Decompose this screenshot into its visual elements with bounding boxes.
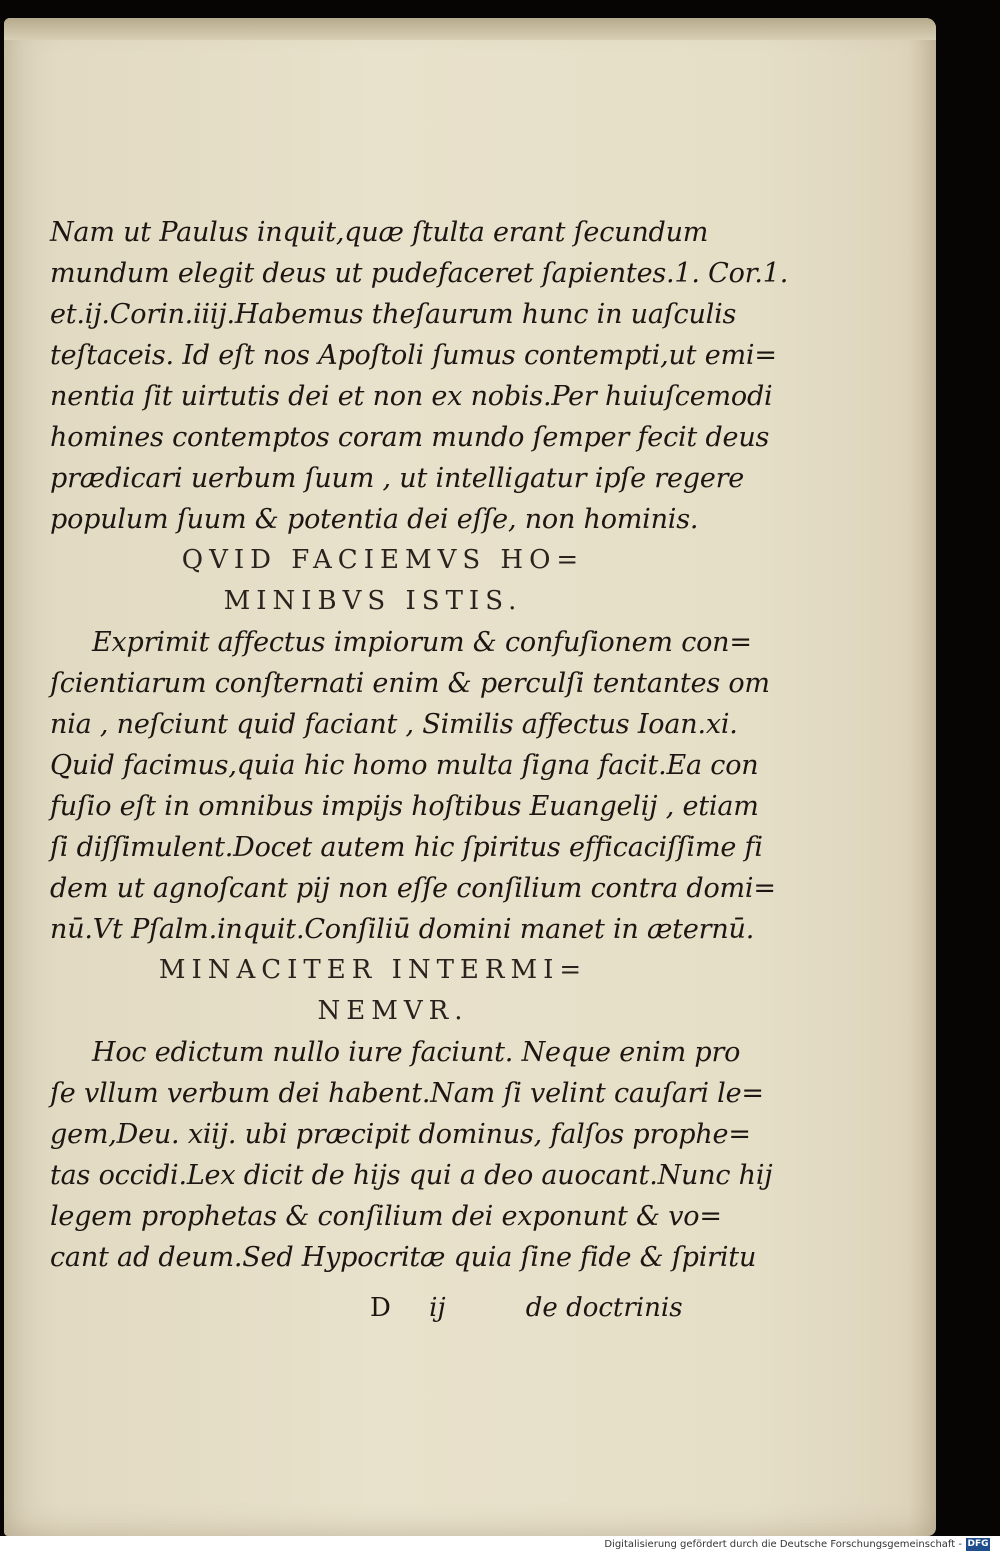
text-line: tas occidi.Lex dicit de hijs qui a deo auocant.Nunc hij — [50, 1160, 773, 1191]
text-line: legem prophetas & conſilium dei exponunt & vo= — [50, 1201, 722, 1232]
funding-credit: Digitalisierung gefördert durch die Deutsche Forschungsgemeinschaft - — [604, 1539, 962, 1550]
text-line: mundum elegit deus ut pudefaceret ſapientes.1. Cor.1. — [50, 258, 789, 289]
dfg-logo: DFG — [967, 1539, 989, 1549]
text-line: gem,Deu. xiij. ubi præcipit dominus, falſos prophe= — [50, 1119, 751, 1150]
text-line: populum ſuum & potentia dei eſſe, non hominis. — [50, 504, 699, 535]
text-line: homines contemptos coram mundo ſemper fecit deus — [50, 422, 770, 453]
page-text — [50, 212, 789, 1278]
text-line: ſe vllum verbum dei habent.Nam ſi velint cauſari le= — [50, 1078, 764, 1109]
page-signature-line — [370, 1288, 690, 1328]
text-line: prædicari uerbum ſuum , ut intelligatur ipſe regere — [50, 463, 745, 494]
section-heading: MINIBVS ISTIS. — [223, 586, 523, 616]
text-line: nū.Vt Pſalm.inquit.Conſiliū domini manet in æternū. — [50, 914, 755, 945]
text-line: Hoc edictum nullo iure faciunt. Neque enim pro — [92, 1037, 741, 1068]
text-line: Exprimit affectus impiorum & confuſionem con= — [92, 627, 752, 658]
section-heading: QVID FACIEMVS HO= — [181, 545, 585, 575]
page-top-edge — [4, 18, 936, 40]
text-line: nia , neſciunt quid faciant , Similis affectus Ioan.xi. — [50, 709, 738, 740]
signature-number: ij — [429, 1293, 446, 1323]
catchword: de doctrinis — [525, 1293, 683, 1323]
text-line: et.ij.Corin.iiij.Habemus theſaurum hunc in uaſculis — [50, 299, 737, 330]
text-line: ſcientiarum conſternati enim & perculſi tentantes om — [50, 668, 770, 699]
section-heading: NEMVR. — [317, 996, 469, 1026]
text-line: Quid facimus,quia hic homo multa ſigna facit.Ea con — [50, 750, 759, 781]
text-line: cant ad deum.Sed Hypocritæ quia ſine fide & ſpiritu — [50, 1242, 757, 1273]
text-line: ſi diſſimulent.Docet autem hic ſpiritus efficaciſſime fi — [50, 832, 763, 863]
text-line: teſtaceis. Id eſt nos Apoſtoli ſumus contempti,ut emi= — [50, 340, 777, 371]
text-line: fuſio eſt in omnibus impijs hoſtibus Euangelij , etiam — [50, 791, 759, 822]
text-line: Nam ut Paulus inquit,quæ ſtulta erant ſecundum — [50, 217, 709, 248]
text-line: nentia ſit uirtutis dei et non ex nobis.Per huiuſcemodi — [50, 381, 773, 412]
text-line: dem ut agnoſcant pij non eſſe conſilium contra domi= — [50, 873, 776, 904]
signature-mark: D — [370, 1293, 391, 1323]
section-heading: MINACITER INTERMI= — [158, 955, 588, 985]
